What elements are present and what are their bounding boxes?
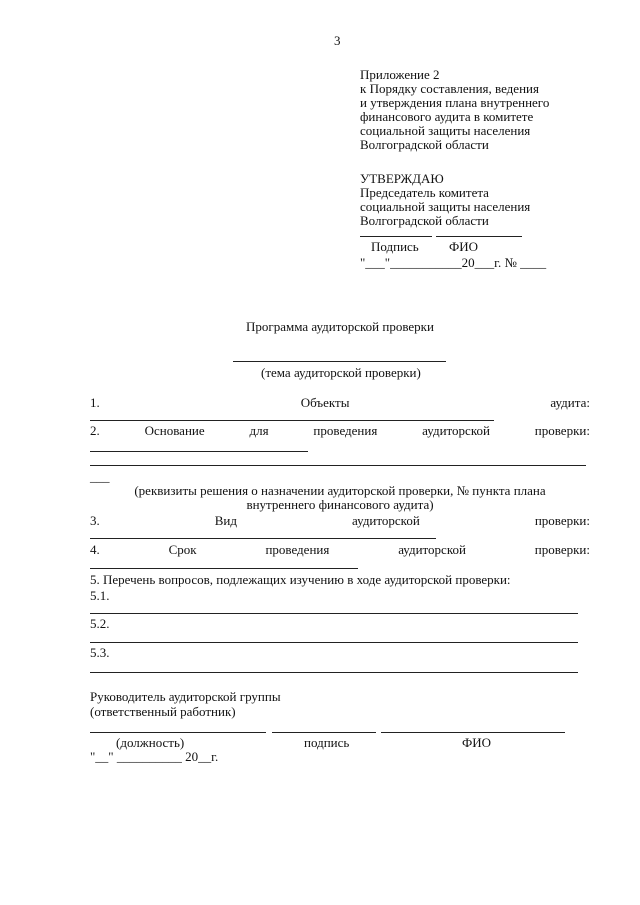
approval-block xyxy=(360,172,530,228)
item-1-fill-line[interactable] xyxy=(90,420,494,421)
head-fio-label: ФИО xyxy=(462,735,492,750)
item-4-word: проверки: xyxy=(534,542,590,557)
item-4-number: 4. xyxy=(90,542,100,557)
item-2-dash: ___ xyxy=(90,469,110,484)
approve-fio-line xyxy=(436,236,522,237)
item-1-number: 1. xyxy=(90,395,100,410)
approve-signature-line xyxy=(360,236,432,237)
item-5-1-fill-line[interactable] xyxy=(90,613,578,614)
approve-line: Председатель комитета xyxy=(360,185,489,200)
item-4-word: проведения xyxy=(265,542,330,557)
item-2-word: проведения xyxy=(313,423,378,438)
head-position-label: (должность) xyxy=(116,735,185,750)
appendix-block xyxy=(360,68,549,152)
item-2-fill-line[interactable] xyxy=(90,451,308,452)
head-date-line: "__" __________ 20__г. xyxy=(90,749,219,764)
appendix-line: социальной защиты населения xyxy=(360,123,531,138)
item-1-row xyxy=(90,396,590,410)
item-2-word: для xyxy=(249,423,269,438)
item-2-word: проверки: xyxy=(534,423,590,438)
appendix-line: Приложение 2 xyxy=(360,67,440,82)
item-1-word: аудита: xyxy=(550,395,590,410)
item-5-1-label: 5.1. xyxy=(90,588,110,603)
item-3-number: 3. xyxy=(90,513,100,528)
approve-fio-label: ФИО xyxy=(449,239,479,254)
item-3-word: аудиторской xyxy=(352,513,420,528)
item-2-caption: (реквизиты решения о назначении аудиторской проверки, № пункта плана xyxy=(134,483,546,498)
page-number: 3 xyxy=(334,33,341,48)
item-3-word: проверки: xyxy=(534,513,590,528)
program-title: Программа аудиторской проверки xyxy=(246,319,434,334)
head-subtitle: (ответственный работник) xyxy=(90,704,236,719)
item-5-3-fill-line[interactable] xyxy=(90,672,578,673)
approve-line: Волгоградской области xyxy=(360,213,489,228)
item-5-3-label: 5.3. xyxy=(90,645,110,660)
item-4-fill-line[interactable] xyxy=(90,568,358,569)
approve-signature-label: Подпись xyxy=(371,239,419,254)
appendix-line: Волгоградской области xyxy=(360,137,489,152)
topic-line xyxy=(233,361,446,362)
item-3-word: Вид xyxy=(214,513,238,528)
head-title: Руководитель аудиторской группы xyxy=(90,689,281,704)
approve-line: социальной защиты населения xyxy=(360,199,531,214)
approve-title: УТВЕРЖДАЮ xyxy=(360,171,444,186)
head-fio-line[interactable] xyxy=(381,732,565,733)
item-2-caption: внутреннего финансового аудита) xyxy=(246,497,434,512)
item-5-2-label: 5.2. xyxy=(90,616,110,631)
appendix-line: финансового аудита в комитете xyxy=(360,109,534,124)
item-3-fill-line[interactable] xyxy=(90,538,436,539)
item-1-word: Объекты xyxy=(300,395,350,410)
item-2-row xyxy=(90,424,590,438)
item-3-row xyxy=(90,514,590,528)
item-2-word: Основание xyxy=(144,423,205,438)
head-position-line[interactable] xyxy=(90,732,266,733)
item-2-word: аудиторской xyxy=(422,423,490,438)
item-2-number: 2. xyxy=(90,423,100,438)
item-4-word: Срок xyxy=(168,542,197,557)
item-5-heading: 5. Перечень вопросов, подлежащих изучению в ходе аудиторской проверки: xyxy=(90,572,511,587)
head-signature-line[interactable] xyxy=(272,732,376,733)
head-signature-label: подпись xyxy=(304,735,350,750)
approve-date-line: "___"___________20___г. № ____ xyxy=(360,255,547,270)
item-4-row xyxy=(90,543,590,557)
topic-caption: (тема аудиторской проверки) xyxy=(261,365,421,380)
item-4-word: аудиторской xyxy=(398,542,466,557)
appendix-line: к Порядку составления, ведения xyxy=(360,81,539,96)
appendix-line: и утверждения плана внутреннего xyxy=(360,95,550,110)
item-2-fill-line[interactable] xyxy=(90,465,586,466)
item-5-2-fill-line[interactable] xyxy=(90,642,578,643)
